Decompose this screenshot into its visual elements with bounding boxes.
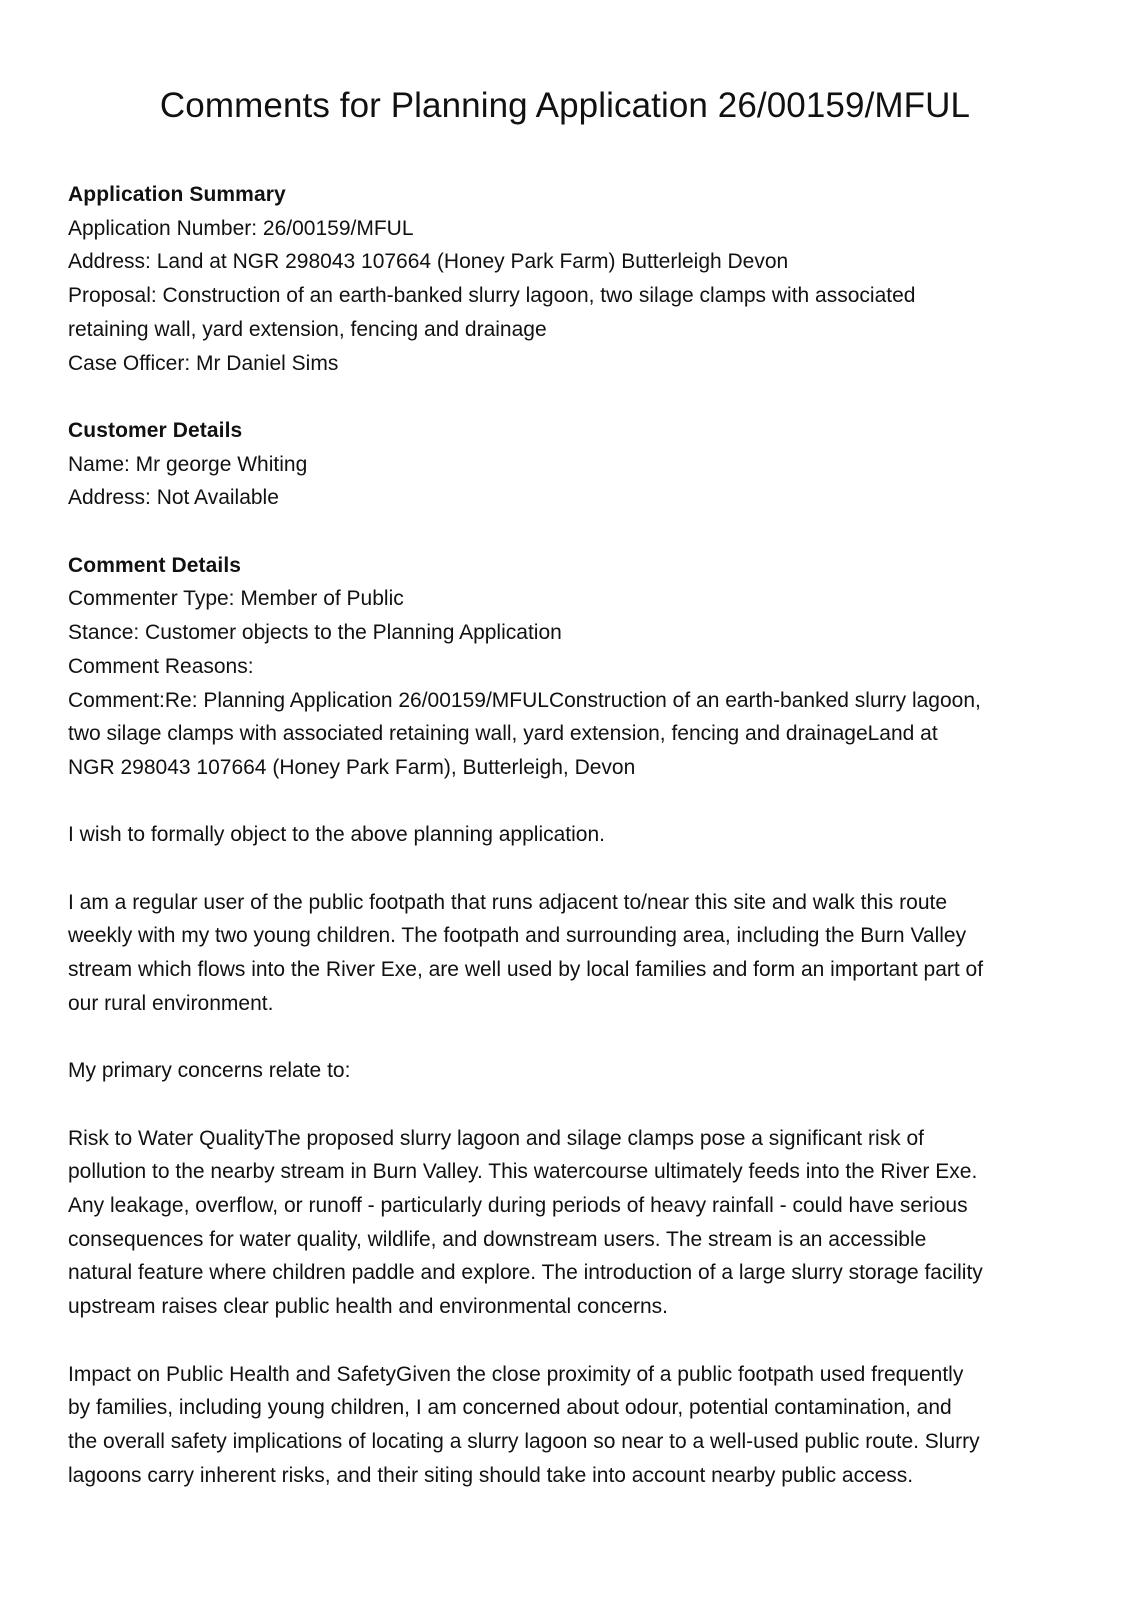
spacer: [68, 1324, 1068, 1358]
comment-line: two silage clamps with associated retaining wall, yard extension, fencing and drainageLand at: [68, 722, 938, 746]
comment-line: NGR 298043 107664 (Honey Park Farm), Butterleigh, Devon: [68, 755, 636, 779]
customer-name: Name: Mr george Whiting: [68, 452, 308, 476]
page-title: Comments for Planning Application 26/00159/MFUL: [159, 86, 971, 125]
spacer: [68, 785, 1068, 819]
paragraph-line: upstream raises clear public health and environmental concerns.: [68, 1295, 668, 1319]
application-number: Application Number: 26/00159/MFUL: [68, 216, 414, 240]
spacer: [68, 1088, 1068, 1122]
spacer: [68, 852, 1068, 886]
application-summary-heading: Application Summary: [68, 183, 286, 206]
spacer: [68, 515, 1068, 549]
comment-paragraph: [68, 1122, 1068, 1324]
comment-details-section: [68, 549, 1068, 785]
paragraph-line: Impact on Public Health and SafetyGiven the close proximity of a public footpath used frequently: [68, 1362, 964, 1386]
paragraph-line: lagoons carry inherent risks, and their siting should take into account nearby public access.: [68, 1463, 914, 1487]
document-content: [68, 178, 1068, 1492]
proposal-line: Proposal: Construction of an earth-banked slurry lagoon, two silage clamps with associated: [68, 284, 916, 308]
paragraph-line: I wish to formally object to the above planning application.: [68, 823, 605, 847]
paragraph-line: consequences for water quality, wildlife, and downstream users. The stream is an accessible: [68, 1227, 927, 1251]
comment-reasons: Comment Reasons:: [68, 654, 254, 678]
paragraph-line: Risk to Water QualityThe proposed slurry lagoon and silage clamps pose a significant risk of: [68, 1126, 924, 1150]
customer-details-section: [68, 414, 1068, 515]
spacer: [68, 1021, 1068, 1055]
comment-line: Comment:Re: Planning Application 26/00159/MFULConstruction of an earth-banked slurry lagoon,: [68, 688, 981, 712]
comment-paragraph: [68, 886, 1068, 1021]
paragraph-line: by families, including young children, I am concerned about odour, potential contamination, and: [68, 1396, 952, 1420]
paragraph-line: I am a regular user of the public footpath that runs adjacent to/near this site and walk this route: [68, 890, 948, 914]
comment-paragraph: [68, 1054, 1068, 1088]
spacer: [68, 380, 1068, 414]
comment-paragraph: [68, 1358, 1068, 1493]
application-address: Address: Land at NGR 298043 107664 (Honey Park Farm) Butterleigh Devon: [68, 250, 789, 274]
paragraph-line: stream which flows into the River Exe, are well used by local families and form an important part of: [68, 958, 984, 982]
paragraph-line: our rural environment.: [68, 991, 274, 1015]
paragraph-line: the overall safety implications of locating a slurry lagoon so near to a well-used public route. Slurry: [68, 1429, 980, 1453]
case-officer: Case Officer: Mr Daniel Sims: [68, 351, 339, 375]
paragraph-line: Any leakage, overflow, or runoff - particularly during periods of heavy rainfall - could have serious: [68, 1194, 968, 1217]
customer-address: Address: Not Available: [68, 486, 279, 510]
commenter-type: Commenter Type: Member of Public: [68, 587, 404, 611]
paragraph-line: natural feature where children paddle and explore. The introduction of a large slurry storage facility: [68, 1261, 983, 1285]
paragraph-line: pollution to the nearby stream in Burn Valley. This watercourse ultimately feeds into the River Exe.: [68, 1160, 978, 1184]
application-summary-section: [68, 178, 1068, 380]
proposal-line: retaining wall, yard extension, fencing and drainage: [68, 317, 547, 341]
paragraph-line: weekly with my two young children. The footpath and surrounding area, including the Burn Valley: [68, 924, 967, 948]
comment-details-heading: Comment Details: [68, 553, 242, 577]
customer-details-heading: Customer Details: [68, 418, 243, 442]
stance: Stance: Customer objects to the Planning Application: [68, 621, 562, 645]
paragraph-line: My primary concerns relate to:: [68, 1059, 351, 1083]
comment-paragraph: [68, 818, 1068, 852]
